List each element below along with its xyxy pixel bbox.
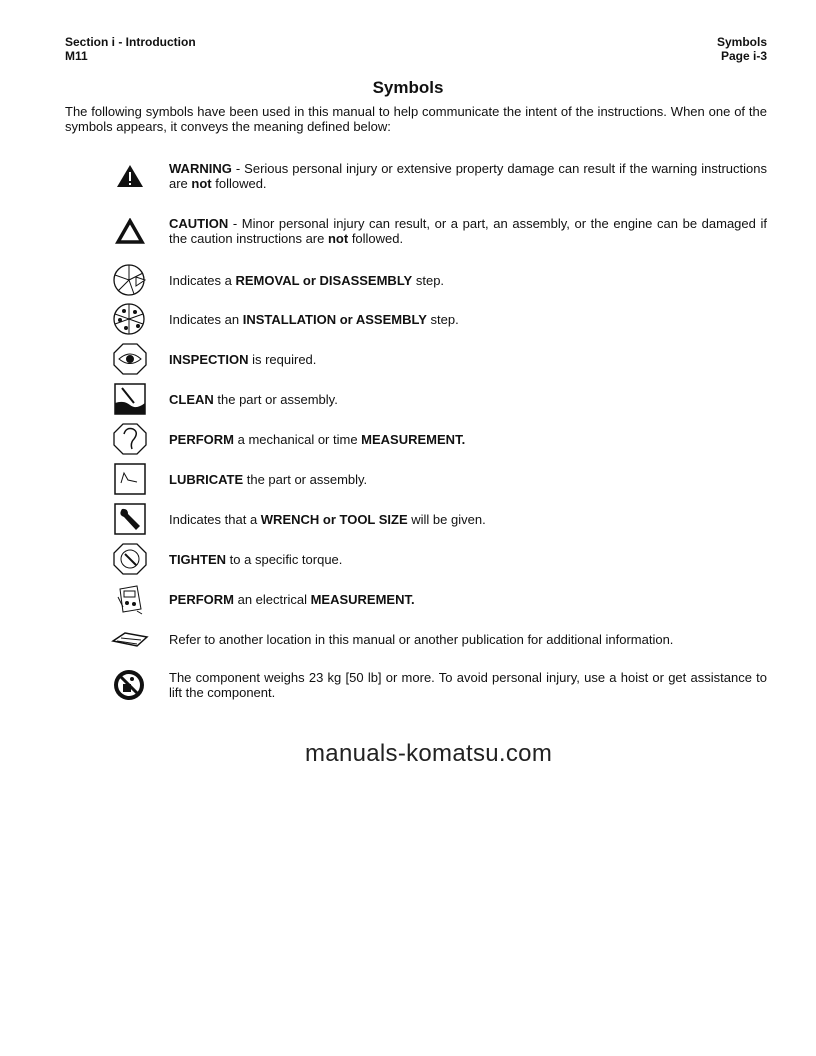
topic-title: Symbols: [716, 35, 767, 49]
heavy-lift-icon: [110, 667, 150, 703]
reference-book-icon: [110, 621, 150, 657]
description-text: followed.: [348, 231, 404, 246]
description-text: Indicates a: [169, 272, 236, 288]
symbol-description: [169, 592, 767, 607]
emphasis-text: PERFORM: [169, 591, 234, 607]
removal-icon: [110, 262, 150, 298]
emphasis-text: TIGHTEN: [169, 551, 227, 567]
symbol-description: [169, 472, 767, 487]
symbol-description: [169, 161, 767, 191]
emphasis-text: MEASUREMENT.: [310, 591, 415, 607]
emphasis-text: INSPECTION: [169, 351, 249, 367]
emphasis-text: WRENCH or TOOL SIZE: [260, 511, 408, 527]
description-text: the part or assembly.: [213, 391, 338, 407]
description-text: to a specific torque.: [226, 551, 343, 567]
description-text: the part or assembly.: [243, 471, 368, 487]
description-text: step.: [412, 272, 445, 288]
symbol-description: [169, 216, 767, 246]
symbol-item: [110, 581, 767, 617]
installation-icon: [110, 301, 150, 337]
symbol-item: [110, 421, 767, 457]
description-text: - Minor personal injury can result, or a part, an assembly, or the engine can be damaged if the caution instructions are: [169, 216, 767, 246]
header-right: [717, 35, 767, 63]
emphasis-text: CLEAN: [169, 391, 214, 407]
symbol-description: [169, 273, 767, 288]
symbol-item: [110, 262, 767, 298]
symbol-item: [110, 301, 767, 337]
description-text: an electrical: [234, 591, 311, 607]
symbol-item: [110, 501, 767, 537]
description-text: is required.: [248, 351, 317, 367]
header-left: [65, 35, 196, 63]
symbol-description: [169, 670, 767, 700]
symbol-item: [110, 541, 767, 577]
page-title: Symbols: [372, 78, 444, 97]
intro-paragraph: The following symbols have been used in this manual to help communicate the intent of the instructions. When one of the symbols appears, it conveys the meaning defined below:: [65, 104, 767, 134]
emphasis-text: PERFORM: [169, 431, 234, 447]
symbol-description: [169, 312, 767, 327]
description-text: The component weighs 23 kg [50 lb] or more. To avoid personal injury, use a hoist or get assistance to lift the component.: [169, 670, 767, 700]
measurement-icon: [110, 421, 150, 457]
symbol-item: [110, 213, 767, 249]
description-text: - Serious personal injury or extensive property damage can result if the warning instructions are: [169, 161, 767, 191]
symbol-description: [169, 632, 767, 647]
torque-icon: [110, 541, 150, 577]
symbol-description: [169, 432, 767, 447]
emphasis-text: not: [327, 231, 349, 246]
emphasis-text: REMOVAL or DISASSEMBLY: [235, 272, 413, 288]
symbol-item: [110, 158, 767, 194]
emphasis-text: LUBRICATE: [169, 471, 244, 487]
warning-icon: [110, 158, 150, 194]
symbol-item: [110, 461, 767, 497]
description-text: will be given.: [407, 511, 486, 527]
emphasis-text: WARNING: [169, 161, 232, 176]
emphasis-text: INSTALLATION or ASSEMBLY: [242, 311, 427, 327]
symbol-item: [110, 381, 767, 417]
symbol-description: [169, 512, 767, 527]
caution-icon: [110, 213, 150, 249]
description-text: Indicates that a: [169, 511, 261, 527]
description-text: followed.: [211, 176, 267, 191]
page-number: Page i-3: [720, 49, 767, 63]
wrench-icon: [110, 501, 150, 537]
symbol-description: [169, 352, 767, 367]
emphasis-text: CAUTION: [169, 216, 229, 231]
watermark: manuals-komatsu.com: [305, 740, 553, 767]
section-title: Section i - Introduction: [65, 35, 196, 49]
symbol-item: [110, 341, 767, 377]
emphasis-text: not: [191, 176, 212, 191]
lubricate-icon: [110, 461, 150, 497]
description-text: a mechanical or time: [234, 431, 362, 447]
symbol-description: [169, 392, 767, 407]
clean-icon: [110, 381, 150, 417]
description-text: Refer to another location in this manual or another publication for additional information.: [169, 631, 674, 647]
electrical-meter-icon: [110, 581, 150, 617]
model-name: M11: [65, 49, 88, 63]
symbol-item: [110, 621, 767, 657]
description-text: Indicates an: [169, 311, 243, 327]
symbol-description: [169, 552, 767, 567]
symbol-item: [110, 667, 767, 703]
emphasis-text: MEASUREMENT.: [361, 431, 466, 447]
description-text: step.: [426, 311, 459, 327]
inspection-eye-icon: [110, 341, 150, 377]
